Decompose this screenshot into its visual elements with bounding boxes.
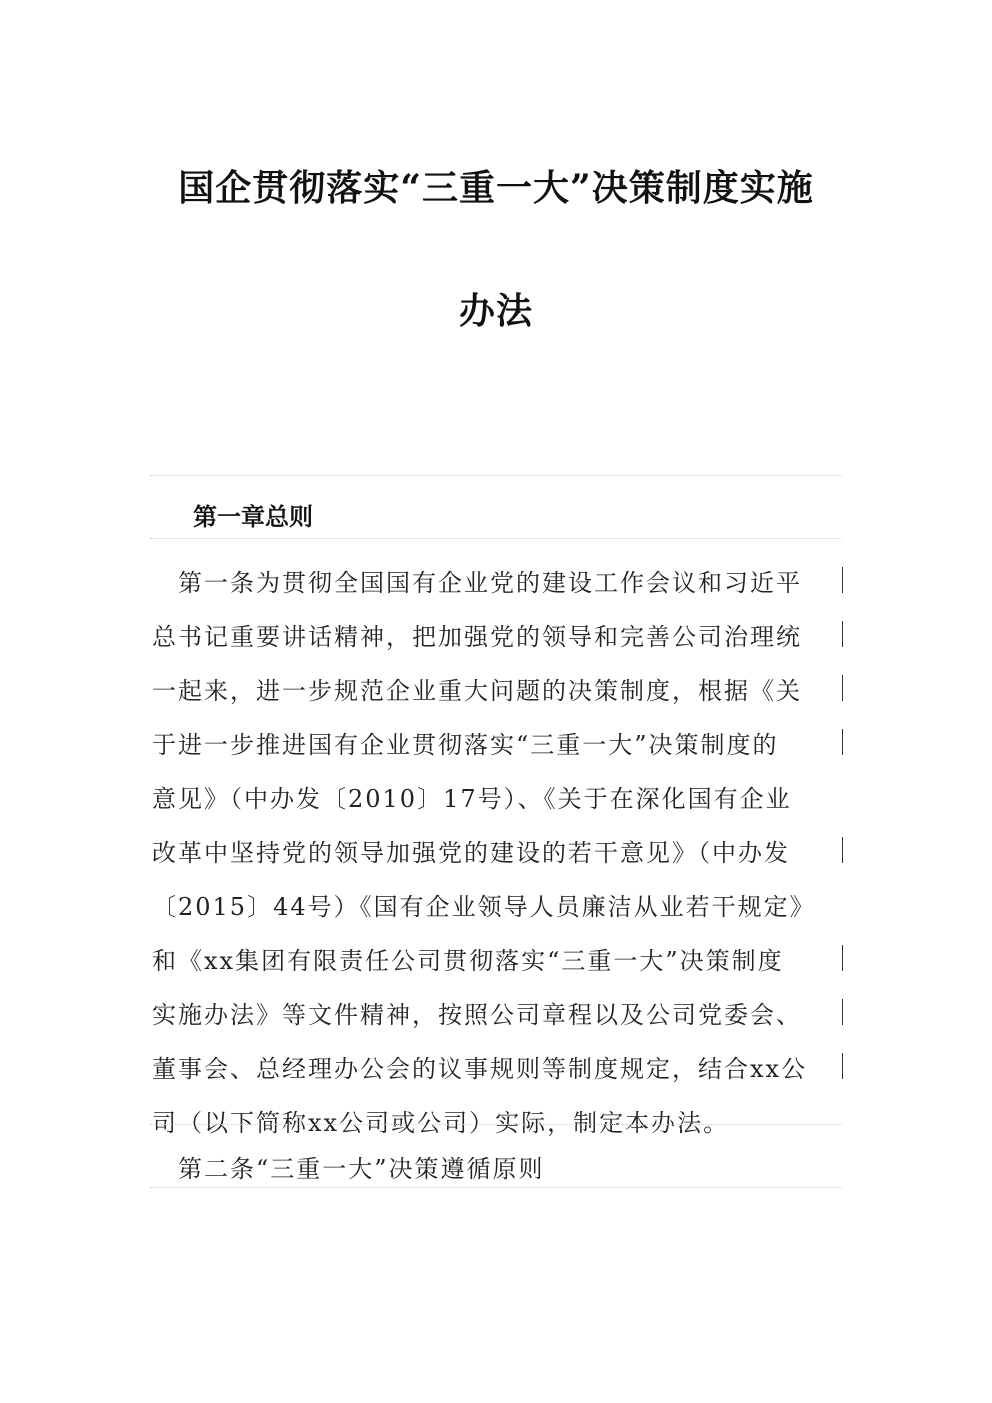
line-end-mark xyxy=(842,729,843,755)
line-end-mark xyxy=(842,1053,843,1079)
article-2-heading: 第二条“三重一大”决策遵循原则 xyxy=(152,1155,545,1183)
line-end-mark xyxy=(842,999,843,1025)
paragraph-line: 意见》（中办发〔2010〕17号）、《关于在深化国有企业 xyxy=(152,785,792,813)
divider xyxy=(150,538,842,539)
line-end-mark xyxy=(842,945,843,971)
paragraph-line: 一起来，进一步规范企业重大问题的决策制度，根据《关 xyxy=(152,677,802,705)
paragraph-line: 改革中坚持党的领导加强党的建设的若干意见》（中办发 xyxy=(152,839,790,867)
paragraph-line: 〔2015〕44号）《国有企业领导人员廉洁从业若干规定》 xyxy=(152,893,816,921)
divider xyxy=(150,475,842,476)
line-end-mark xyxy=(842,837,843,863)
paragraph-line: 总书记重要讲话精神，把加强党的领导和完善公司治理统 xyxy=(152,623,802,651)
paragraph-line: 第一条为贯彻全国国有企业党的建设工作会议和习近平 xyxy=(152,569,802,597)
document-title-line-1: 国企贯彻落实“三重一大”决策制度实施 xyxy=(178,167,814,209)
line-end-mark xyxy=(842,675,843,701)
line-end-mark xyxy=(842,621,843,647)
divider xyxy=(150,1187,842,1188)
paragraph-line: 和《xx集团有限责任公司贯彻落实“三重一大”决策制度 xyxy=(152,947,784,975)
paragraph-line: 于进一步推进国有企业贯彻落实“三重一大”决策制度的 xyxy=(152,731,779,759)
chapter-heading: 第一章总则 xyxy=(193,502,313,531)
paragraph-line: 实施办法》等文件精神，按照公司章程以及公司党委会、 xyxy=(152,1001,802,1029)
divider xyxy=(150,1124,842,1125)
document-title-line-2: 办法 xyxy=(458,290,533,332)
paragraph-line: 司（以下简称xx公司或公司）实际，制定本办法。 xyxy=(152,1109,730,1137)
line-end-mark xyxy=(842,567,843,593)
paragraph-line: 董事会、总经理办公会的议事规则等制度规定，结合xx公 xyxy=(152,1055,808,1083)
